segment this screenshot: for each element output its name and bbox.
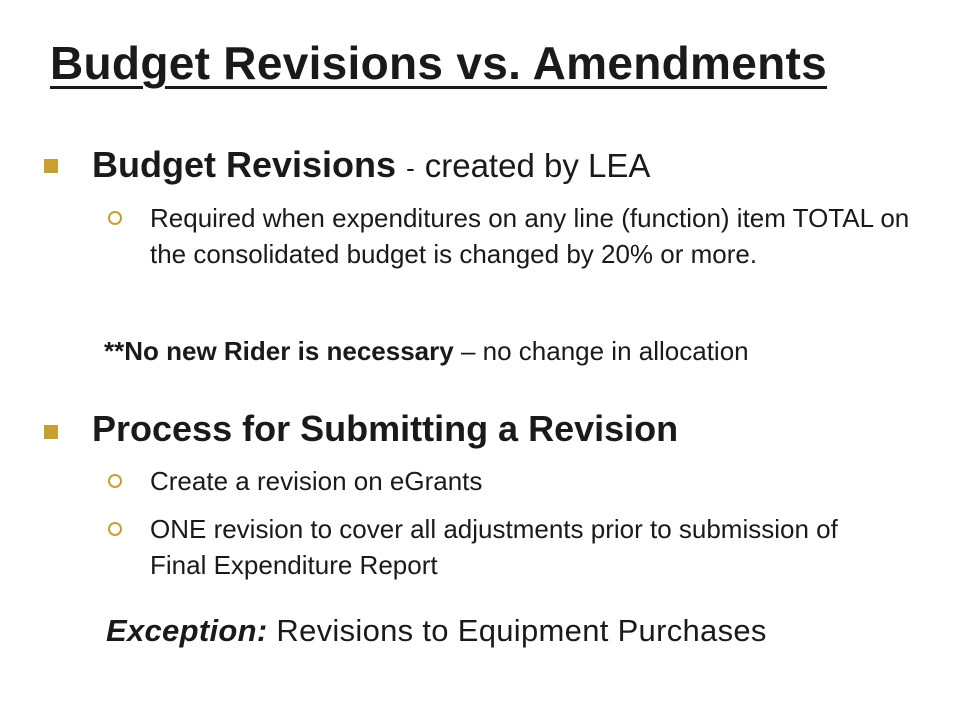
rider-note-bold: **No new Rider is necessary [104, 336, 454, 366]
square-bullet-icon [44, 425, 58, 439]
section-heading-subtitle: created by LEA [424, 147, 651, 184]
list-item-text: ONE revision to cover all adjustments prior to submission of Final Expenditure Report [150, 514, 838, 580]
square-bullet-icon [44, 159, 58, 173]
slide-title: Budget Revisions vs. Amendments [50, 37, 827, 89]
rider-note [104, 336, 749, 367]
heading-separator: - [406, 153, 415, 183]
section-heading-label: Budget Revisions [92, 144, 397, 185]
list-item-text: Required when expenditures on any line (function) item TOTAL on the consolidated budget is changed by 20% or more. [150, 203, 910, 269]
ring-bullet-icon [108, 522, 122, 536]
ring-bullet-icon [108, 211, 122, 225]
ring-bullet-icon [108, 474, 122, 488]
section-heading-budget-revisions [92, 144, 650, 186]
exception-text: Revisions to Equipment Purchases [276, 613, 767, 648]
exception-note [106, 613, 767, 649]
list-item-text: Create a revision on eGrants [150, 466, 483, 496]
rider-note-rest: – no change in allocation [460, 336, 749, 366]
exception-label: Exception: [106, 613, 268, 648]
section-heading-process: Process for Submitting a Revision [92, 408, 679, 449]
